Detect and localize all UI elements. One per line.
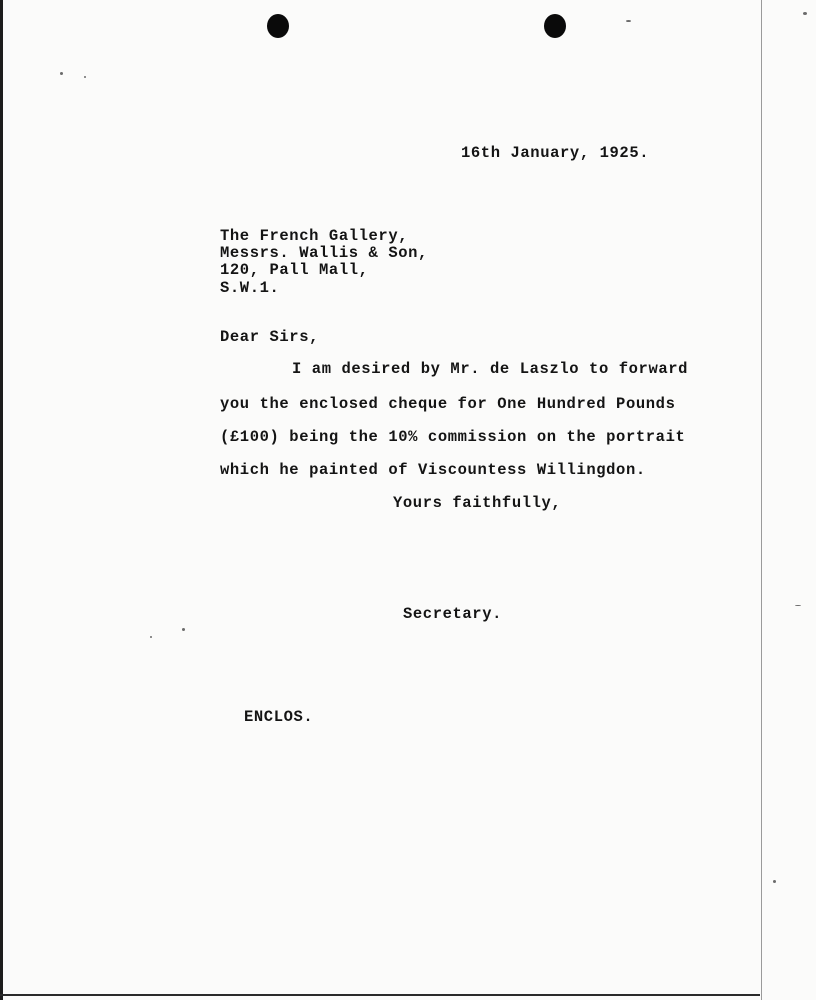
scan-speck	[150, 636, 152, 638]
recipient-line-3: 120, Pall Mall,	[220, 261, 369, 279]
scan-speck	[803, 12, 807, 15]
body-line-1: I am desired by Mr. de Laszlo to forward	[292, 360, 689, 378]
signature: Secretary.	[403, 605, 503, 623]
recipient-line-2: Messrs. Wallis & Son,	[220, 244, 428, 262]
closing: Yours faithfully,	[393, 494, 562, 512]
recipient-line-1: The French Gallery,	[220, 227, 409, 245]
page-left-edge	[0, 0, 3, 1000]
body-line-4: which he painted of Viscountess Willingdon.	[220, 461, 646, 479]
salutation: Dear Sirs,	[220, 328, 320, 346]
body-line-2: you the enclosed cheque for One Hundred Pounds	[220, 395, 676, 413]
scan-speck	[60, 72, 63, 75]
punch-hole-left	[267, 14, 289, 38]
enclosure-note: ENCLOS.	[244, 708, 314, 726]
recipient-line-4: S.W.1.	[220, 279, 280, 297]
scan-speck	[773, 880, 776, 883]
scan-speck	[84, 76, 86, 78]
page-right-edge	[761, 0, 762, 1000]
punch-hole-right	[544, 14, 566, 38]
scan-speck	[795, 605, 801, 606]
scan-speck	[182, 628, 185, 631]
body-line-3: (£100) being the 10% commission on the portrait	[220, 428, 686, 446]
scan-speck	[626, 20, 631, 22]
letter-date: 16th January, 1925.	[461, 144, 650, 162]
page-bottom-edge	[0, 994, 760, 996]
